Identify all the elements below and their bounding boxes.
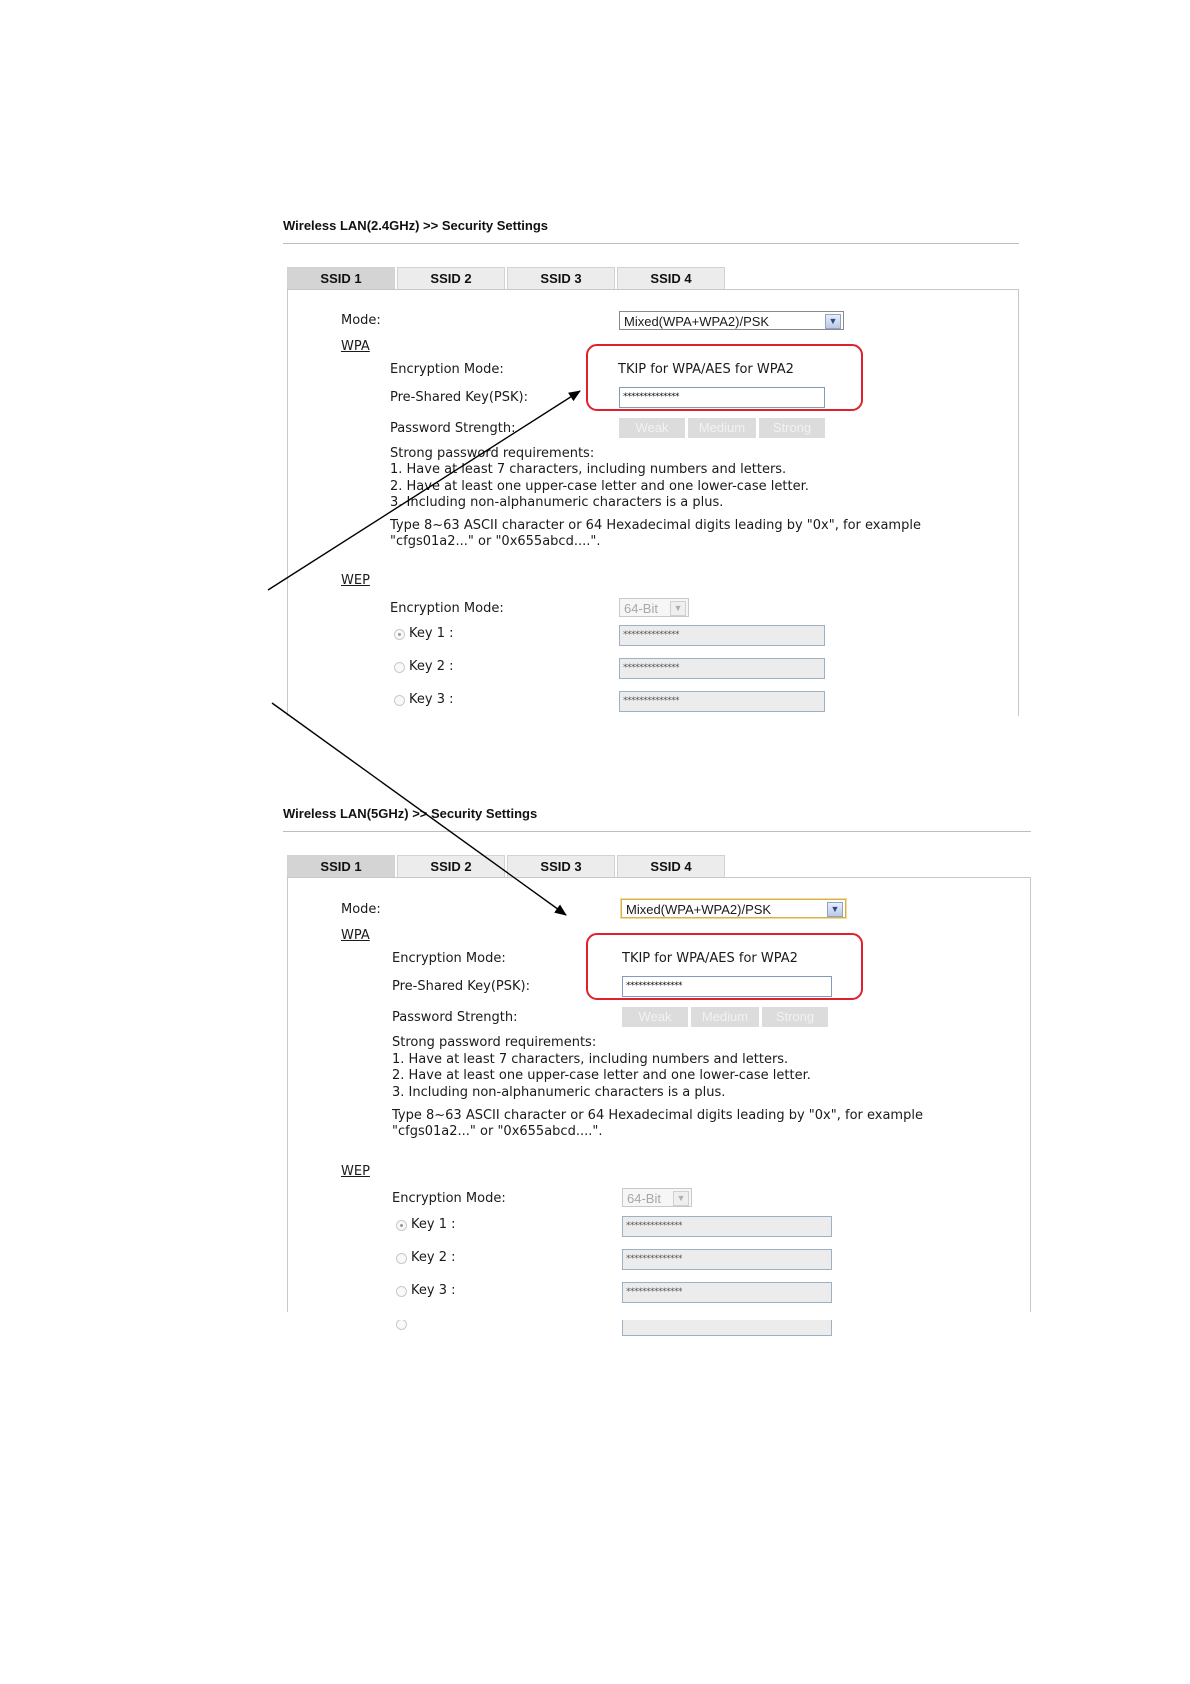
strength-strong: Strong — [759, 418, 825, 438]
page-title: Wireless LAN(5GHz) >> Security Settings — [283, 806, 538, 821]
wpa-encryption-mode-label: Encryption Mode: — [390, 362, 504, 377]
strength-medium: Medium — [688, 418, 756, 438]
tab-ssid-1[interactable]: SSID 1 — [287, 855, 395, 877]
mode-select-value: Mixed(WPA+WPA2)/PSK — [624, 314, 770, 329]
key-2-input[interactable]: ************** — [619, 658, 825, 679]
key-1-label: Key 1 : — [411, 1217, 456, 1232]
tab-ssid-3[interactable]: SSID 3 — [507, 267, 615, 289]
type-hint-line-1: Type 8~63 ASCII character or 64 Hexadecimal digits leading by "0x", for example — [390, 518, 921, 533]
tab-ssid-4[interactable]: SSID 4 — [617, 267, 725, 289]
requirement-1: 1. Have at least 7 characters, including numbers and letters. — [390, 462, 787, 477]
psk-input[interactable]: ************** — [622, 976, 832, 997]
arrow-to-5ghz-box — [272, 703, 566, 915]
chevron-down-icon: ▼ — [827, 902, 843, 917]
wep-encryption-value: 64-Bit — [627, 1191, 661, 1206]
wpa-link[interactable]: WPA — [341, 339, 370, 354]
requirement-3: 3. Including non-alphanumeric characters is a plus. — [390, 495, 724, 510]
key-1-input[interactable]: ************** — [622, 1216, 832, 1237]
chevron-down-icon: ▼ — [673, 1191, 689, 1206]
key-2-input[interactable]: ************** — [622, 1249, 832, 1270]
key-3-label: Key 3 : — [409, 692, 454, 707]
requirement-2: 2. Have at least one upper-case letter and one lower-case letter. — [390, 479, 809, 494]
key-2-label: Key 2 : — [409, 659, 454, 674]
wep-link[interactable]: WEP — [341, 1164, 370, 1179]
strength-weak: Weak — [619, 418, 685, 438]
requirements-title: Strong password requirements: — [392, 1035, 597, 1050]
wpa-encryption-mode-value: TKIP for WPA/AES for WPA2 — [622, 951, 798, 966]
type-hint-line-2: "cfgs01a2..." or "0x655abcd....". — [390, 534, 601, 549]
wpa-encryption-mode-value: TKIP for WPA/AES for WPA2 — [618, 362, 794, 377]
wep-encryption-mode-label: Encryption Mode: — [390, 601, 504, 616]
requirement-3: 3. Including non-alphanumeric characters is a plus. — [392, 1085, 726, 1100]
strength-weak: Weak — [622, 1007, 688, 1027]
strength-strong: Strong — [762, 1007, 828, 1027]
key-3-input[interactable]: ************** — [622, 1282, 832, 1303]
mode-label: Mode: — [341, 902, 381, 917]
requirements-title: Strong password requirements: — [390, 446, 595, 461]
tab-ssid-4[interactable]: SSID 4 — [617, 855, 725, 877]
tab-ssid-3[interactable]: SSID 3 — [507, 855, 615, 877]
type-hint-line-1: Type 8~63 ASCII character or 64 Hexadecimal digits leading by "0x", for example — [392, 1108, 923, 1123]
strength-medium: Medium — [691, 1007, 759, 1027]
key-1-label: Key 1 : — [409, 626, 454, 641]
psk-label: Pre-Shared Key(PSK): — [390, 390, 528, 405]
psk-input[interactable]: ************** — [619, 387, 825, 408]
wpa-encryption-mode-label: Encryption Mode: — [392, 951, 506, 966]
key-1-input[interactable]: ************** — [619, 625, 825, 646]
requirement-1: 1. Have at least 7 characters, including numbers and letters. — [392, 1052, 789, 1067]
tab-ssid-2[interactable]: SSID 2 — [397, 267, 505, 289]
password-strength-label: Password Strength: — [390, 421, 516, 436]
chevron-down-icon: ▼ — [670, 601, 686, 616]
key-2-label: Key 2 : — [411, 1250, 456, 1265]
mode-select-value: Mixed(WPA+WPA2)/PSK — [626, 902, 772, 917]
psk-label: Pre-Shared Key(PSK): — [392, 979, 530, 994]
mode-label: Mode: — [341, 313, 381, 328]
key-3-label: Key 3 : — [411, 1283, 456, 1298]
wep-encryption-mode-label: Encryption Mode: — [392, 1191, 506, 1206]
type-hint-line-2: "cfgs01a2..." or "0x655abcd....". — [392, 1124, 603, 1139]
requirement-2: 2. Have at least one upper-case letter and one lower-case letter. — [392, 1068, 811, 1083]
wpa-link[interactable]: WPA — [341, 928, 370, 943]
tab-ssid-2[interactable]: SSID 2 — [397, 855, 505, 877]
password-strength-label: Password Strength: — [392, 1010, 518, 1025]
page-title: Wireless LAN(2.4GHz) >> Security Settings — [283, 218, 549, 233]
chevron-down-icon: ▼ — [825, 314, 841, 329]
wep-link[interactable]: WEP — [341, 573, 370, 588]
tab-ssid-1[interactable]: SSID 1 — [287, 267, 395, 289]
arrow-to-2-4ghz-box — [268, 391, 580, 590]
key-3-input[interactable]: ************** — [619, 691, 825, 712]
wep-encryption-value: 64-Bit — [624, 601, 658, 616]
